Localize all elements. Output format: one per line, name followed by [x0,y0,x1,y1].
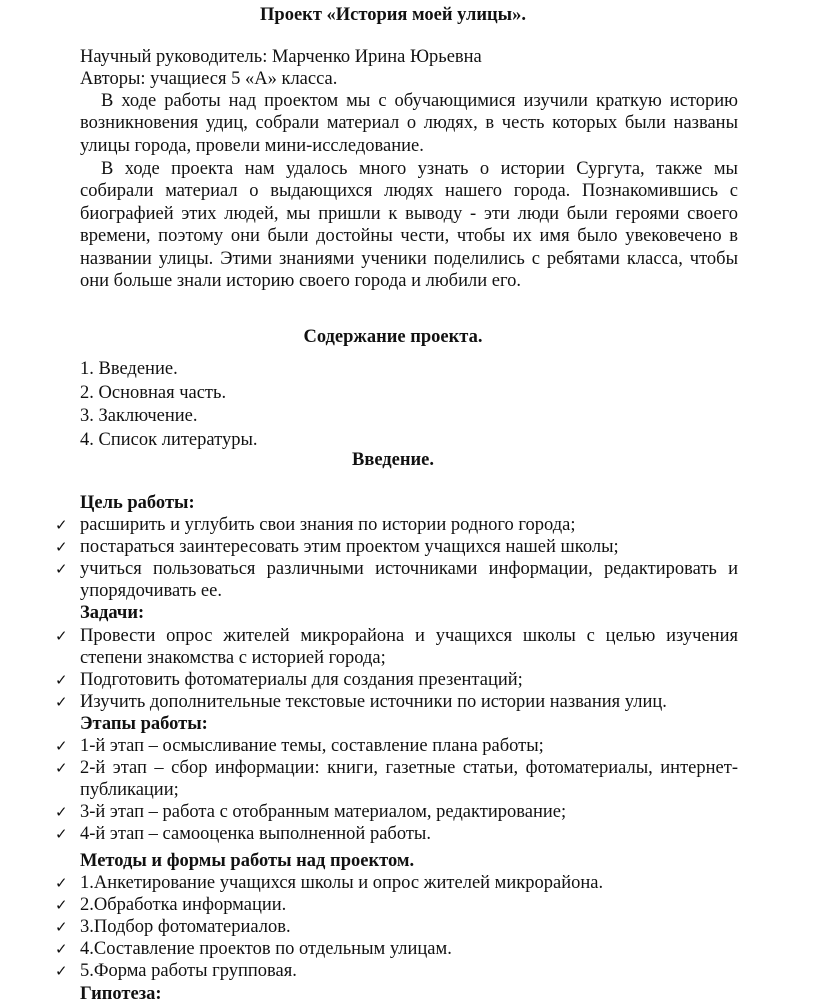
checkmark-icon: ✓ [55,693,68,711]
checkmark-icon: ✓ [55,671,68,689]
checkmark-icon: ✓ [55,737,68,755]
checkmark-icon: ✓ [55,759,68,777]
stages-list [55,735,738,845]
checkmark-icon: ✓ [55,560,68,578]
list-item: ✓ Подготовить фотоматериалы для создания презентаций; [55,670,523,690]
list-item: ✓ 2.Обработка информации. [55,895,287,915]
list-item: ✓ Провести опрос жителей микрорайона и учащихся школы с целью изучения степени знакомства с историей города; [55,626,738,668]
list-item: ✓ расширить и углубить свои знания по истории родного города; [55,515,576,535]
contents-item: 2. Основная часть. [80,382,227,403]
list-item: ✓ постараться заинтересовать этим проектом учащихся нашей школы; [55,537,619,557]
methods-heading: Методы и формы работы над проектом. [80,851,415,871]
checkmark-icon: ✓ [55,962,68,980]
list-item: ✓ 3-й этап – работа с отобранным материалом, редактирование; [55,802,567,822]
list-item: ✓ Изучить дополнительные текстовые источники по истории названия улиц. [55,692,667,712]
goals-heading: Цель работы: [80,493,195,513]
checkmark-icon: ✓ [55,538,68,556]
intro-paragraph-2: В ходе проекта нам удалось много узнать о истории Сургута, также мы собирали материал о выдающихся людях нашего города. Познакомившись с биографией этих людей, мы пришли к выводу - эти люди были героями своего времени, поэтому они были достойны чести, чтобы их имя было увековечено в названии улицы. Этими знаниями ученики поделились с ребятами класса, чтобы они больше знали историю своего города и любили его. [80,159,738,292]
tasks-heading: Задачи: [80,603,145,623]
checkmark-icon: ✓ [55,918,68,936]
methods-list [55,872,738,982]
contents-heading: Содержание проекта. [303,327,483,347]
list-item: ✓ 1-й этап – осмысливание темы, составление плана работы; [55,736,544,756]
introduction-heading: Введение. [351,450,435,470]
list-item: ✓ 1.Анкетирование учащихся школы и опрос жителей микрорайона. [55,873,604,893]
checkmark-icon: ✓ [55,896,68,914]
list-item: ✓ 2-й этап – сбор информации: книги, газетные статьи, фотоматериалы, интернет-публикации; [55,758,738,800]
contents-list [80,358,258,452]
list-item: ✓ 4.Составление проектов по отдельным улицам. [55,939,452,959]
checkmark-icon: ✓ [55,940,68,958]
list-item: ✓ 4-й этап – самооценка выполненной работы. [55,824,431,844]
supervisor-line: Научный руководитель: Марченко Ирина Юрьевна [80,47,482,67]
checkmark-icon: ✓ [55,803,68,821]
hypothesis-heading: Гипотеза: [80,984,162,1004]
intro-paragraph-1: В ходе работы над проектом мы с обучающимися изучили краткую историю возникновения удиц, собрали материал о людях, в честь которых были названы улицы города, провели мини-исследование. [80,91,738,156]
tasks-list [55,625,738,713]
checkmark-icon: ✓ [55,627,68,645]
stages-heading: Этапы работы: [80,714,208,734]
list-item: ✓ 3.Подбор фотоматериалов. [55,917,291,937]
checkmark-icon: ✓ [55,825,68,843]
list-item: ✓ 5.Форма работы групповая. [55,961,297,981]
document-title: Проект «История моей улицы». [260,5,526,25]
contents-item: 4. Список литературы. [80,429,258,450]
goals-list [55,514,738,602]
checkmark-icon: ✓ [55,516,68,534]
authors-line: Авторы: учащиеся 5 «А» класса. [80,69,338,89]
checkmark-icon: ✓ [55,874,68,892]
list-item: ✓ учиться пользоваться различными источниками информации, редактировать и упорядочивать ее. [55,559,738,601]
contents-item: 3. Заключение. [80,406,198,426]
contents-item: 1. Введение. [80,359,178,379]
